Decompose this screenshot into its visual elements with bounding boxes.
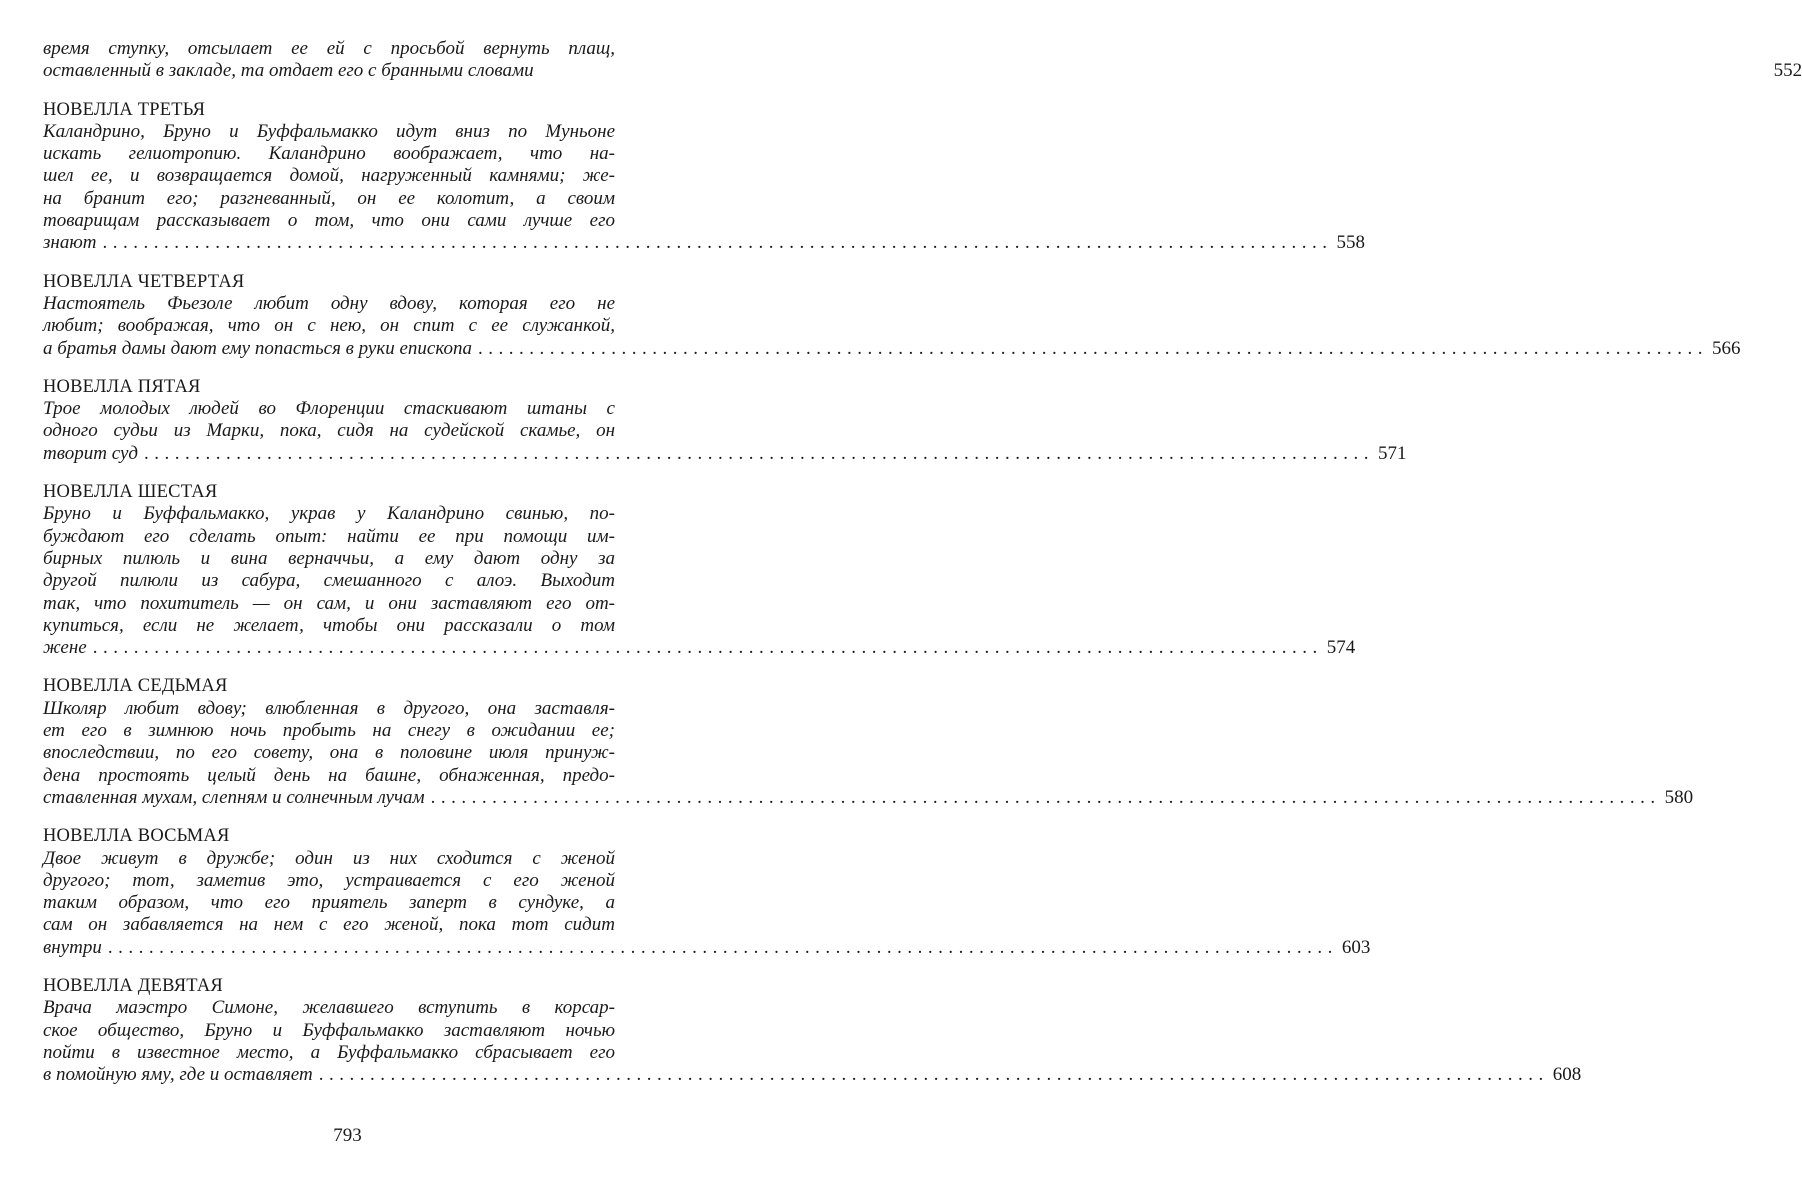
summary-last-line <box>43 232 1365 254</box>
summary-line: пойти в известное место, а Буффальмакко сбрасывает его <box>43 1041 615 1063</box>
dot-leader: ........................................................................................................................ <box>92 637 1323 659</box>
summary-line: Настоятель Фьезоле любит одну вдову, которая его не <box>43 292 615 314</box>
novella-heading: НОВЕЛЛА ВОСЬМАЯ <box>43 826 230 847</box>
novella-heading: НОВЕЛЛА ДЕВЯТАЯ <box>43 975 223 996</box>
summary-line: в помойную яму, где и оставляет <box>43 1064 313 1086</box>
summary-line: впоследствии, по его совету, она в половине июля принуж- <box>43 742 615 764</box>
summary-last-line <box>43 337 1741 360</box>
summary-line: жене <box>43 637 87 659</box>
novella-heading: НОВЕЛЛА СЕДЬМАЯ <box>43 676 228 697</box>
toc-entry <box>43 675 1694 809</box>
summary-line: Трое молодых людей во Флоренции стаскивают штаны с <box>43 398 615 420</box>
summary-line: Двое живут в дружбе; один из них сходится с женой <box>43 847 615 869</box>
page-reference: 603 <box>1341 936 1371 958</box>
summary-line: Школяр любит вдову; влюбленная в другого, она заставля- <box>43 697 615 719</box>
summary-line: любит; воображая, что он с нею, он спит с ее служанкой, <box>43 315 615 337</box>
summary-line: оставленный в закладе, та отдает его с бранными словами <box>43 60 534 82</box>
novella-heading: НОВЕЛЛА ТРЕТЬЯ <box>43 99 206 120</box>
summary-line: ставленная мухам, слепням и солнечным лучам <box>43 786 425 808</box>
summary-last-line <box>43 786 1694 809</box>
dot-leader: ........................................................................................................................ <box>143 442 1374 464</box>
summary-line: буждают его сделать опыт: найти ее при помощи им- <box>43 525 615 547</box>
table-of-contents <box>43 38 1802 1086</box>
dot-leader: ........................................................................................................................ <box>430 786 1661 808</box>
toc-entry <box>43 376 1407 465</box>
summary-line: одного судьи из Марки, пока, сидя на судейской скамье, он <box>43 420 615 442</box>
summary-line: другого; тот, заметив это, устраивается с его женой <box>43 869 615 891</box>
summary-line: а братья дамы дают ему попасться в руки епископа <box>43 337 473 359</box>
summary-line: купиться, если не желает, чтобы они рассказали о том <box>43 614 615 636</box>
summary-last-line <box>43 637 1356 659</box>
toc-entry <box>43 825 1371 959</box>
summary-line: так, что похититель — он сам, и они заставляют его от- <box>43 592 615 614</box>
summary-line: другой пилюли из сабура, смешанного с алоэ. Выходит <box>43 570 615 592</box>
summary-line: ет его в зимнюю ночь пробыть на снегу в ожидании ее; <box>43 720 615 742</box>
page-reference: 608 <box>1552 1064 1582 1086</box>
summary-last-line <box>43 936 1371 959</box>
summary-line: на бранит его; разгневанный, он ее колотит, а своим <box>43 187 615 209</box>
toc-entry <box>43 99 1365 255</box>
dot-leader: ........................................................................................................................ <box>102 232 1333 254</box>
summary-line: товарищам рассказывает о том, что они сами лучше его <box>43 210 615 232</box>
toc-entry <box>43 481 1356 659</box>
novella-heading: НОВЕЛЛА ЧЕТВЕРТАЯ <box>43 271 245 292</box>
novella-heading: НОВЕЛЛА ШЕСТАЯ <box>43 482 218 503</box>
dot-leader: ........................................................................................................................ <box>107 936 1338 958</box>
summary-line: внутри <box>43 936 102 958</box>
page-reference: 580 <box>1664 786 1694 808</box>
summary-line: Бруно и Буффальмакко, украв у Каландрино свинью, по- <box>43 503 615 525</box>
page-reference: 566 <box>1712 337 1741 359</box>
summary-line: сам он забавляется на нем с его женой, пока тот сидит <box>43 914 615 936</box>
summary-last-line <box>43 1064 1582 1086</box>
toc-entry <box>43 271 1741 360</box>
novella-heading: НОВЕЛЛА ПЯТАЯ <box>43 376 201 397</box>
summary-line: дена простоять целый день на башне, обнаженная, предо- <box>43 764 615 786</box>
summary-line: Каландрино, Бруно и Буффальмакко идут вниз по Муньоне <box>43 120 615 142</box>
toc-entry <box>43 38 1802 83</box>
summary-line: шел ее, и возвращается домой, нагруженный камнями; же- <box>43 165 615 187</box>
summary-line: таким образом, что его приятель заперт в сундуке, а <box>43 892 615 914</box>
page-reference: 574 <box>1326 637 1356 659</box>
summary-line: знают <box>43 232 97 254</box>
summary-line: искать гелиотропию. Каландрино воображает, что на- <box>43 143 615 165</box>
summary-line: ское общество, Бруно и Буффальмакко заставляют ночью <box>43 1019 615 1041</box>
dot-leader: ........................................................................................................................ <box>478 337 1709 359</box>
summary-last-line <box>43 60 1802 82</box>
page-reference: 558 <box>1336 232 1365 254</box>
summary-line: бирных пилюль и вина верначчьи, а ему дают одну за <box>43 547 615 569</box>
page-reference: 552 <box>1773 60 1802 82</box>
summary-last-line <box>43 442 1407 465</box>
summary-line: творит суд <box>43 442 138 464</box>
dot-leader: ........................................................................................................................ <box>318 1064 1549 1086</box>
page-reference: 571 <box>1377 442 1407 464</box>
summary-line: Врача маэстро Симоне, желавшего вступить в корсар- <box>43 997 615 1019</box>
page-number: 793 <box>333 1125 362 1146</box>
toc-entry <box>43 975 1582 1086</box>
summary-line: время ступку, отсылает ее ей с просьбой вернуть плащ, <box>43 38 615 59</box>
